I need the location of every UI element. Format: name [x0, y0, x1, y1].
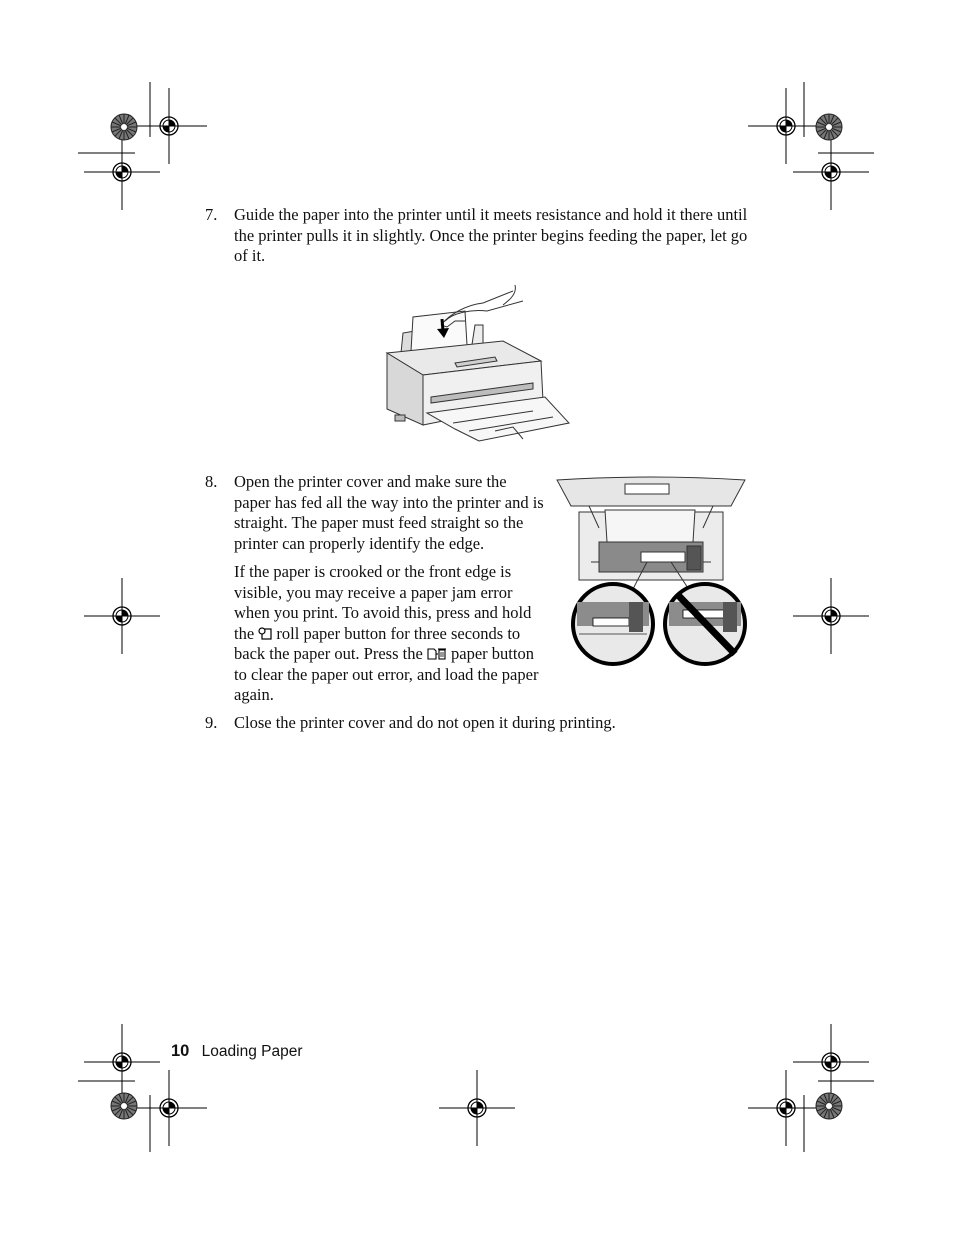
printer-feeding-illustration: [383, 281, 573, 451]
step-number: 8.: [205, 472, 218, 491]
registration-mark-icon: [793, 1024, 869, 1100]
step-number: 7.: [205, 205, 218, 224]
step-number: 9.: [205, 713, 218, 732]
step-text: Close the printer cover and do not open it during printing.: [234, 713, 616, 732]
no-sign-icon: [665, 584, 745, 664]
color-wheel-icon: [816, 1093, 842, 1119]
section-title: Loading Paper: [201, 1043, 303, 1060]
color-wheel-icon: [111, 1093, 137, 1119]
registration-mark-icon: [748, 88, 824, 164]
correct-position-circle: [573, 584, 653, 664]
page-footer: [171, 1042, 303, 1061]
registration-mark-icon: [793, 134, 869, 210]
paper-button-icon: [427, 647, 447, 660]
page-number: 10: [171, 1042, 190, 1060]
registration-mark-icon: [84, 134, 160, 210]
step-text: If the paper is crooked or the front edge is visible, you may receive a paper jam error when you print. To avoid this, press and hold the roll paper button for three seconds to back the paper out. Press the paper button to clear the paper out error, and load the paper again.: [234, 562, 539, 704]
step-text: Guide the paper into the printer until it meets resistance and hold it there until the printer pulls it in slightly. Once the printer begins feeding the paper, let go of it.: [234, 205, 748, 265]
registration-mark-icon: [131, 1070, 207, 1146]
registration-mark-icon: [131, 88, 207, 164]
registration-mark-icon: [748, 1070, 824, 1146]
step-text: Open the printer cover and make sure the paper has fed all the way into the printer and is straight. The paper must feed straight so the printer can properly identify the edge.: [234, 472, 544, 553]
roll-paper-icon: [258, 627, 272, 640]
registration-mark-icon: [793, 578, 869, 654]
color-wheel-icon: [111, 114, 137, 140]
registration-mark-icon: [84, 578, 160, 654]
color-wheel-icon: [816, 114, 842, 140]
registration-mark-icon: [439, 1070, 515, 1146]
registration-mark-icon: [84, 1024, 160, 1100]
printer-open-cover-illustration: [555, 476, 747, 694]
